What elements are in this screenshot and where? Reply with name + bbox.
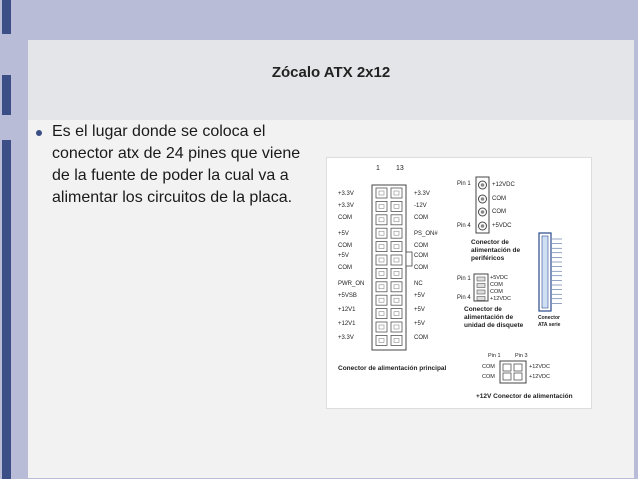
accent-bar-bottom — [2, 140, 11, 479]
atx-pin — [391, 228, 402, 238]
floppy-label-0: +5VDC — [490, 275, 508, 281]
left-pin-label: +5VSB — [338, 293, 357, 299]
bullet-dot — [36, 130, 42, 136]
peripheral-caption-0: Conector de — [471, 239, 509, 246]
floppy-connector — [474, 274, 488, 301]
right-pin-label: +5V — [414, 321, 425, 327]
peripheral-pin4: Pin 4 — [457, 223, 471, 229]
peripheral-pin-core — [481, 224, 485, 228]
atx-pin — [391, 201, 402, 211]
sata-connector — [539, 233, 562, 311]
right-pin-label: COM — [414, 243, 428, 249]
atx-pin — [376, 335, 387, 345]
aux-label-1: COM — [482, 374, 495, 380]
atx-pin — [376, 309, 387, 319]
right-pin-label: COM — [414, 215, 428, 221]
atx-pin — [391, 295, 402, 305]
sata-caption-1: ATA serie — [538, 322, 561, 328]
atx-pin — [376, 242, 387, 252]
atx-pin — [391, 242, 402, 252]
floppy-caption-2: unidad de disquete — [464, 322, 524, 329]
atx-pin — [391, 309, 402, 319]
atx-pin — [391, 335, 402, 345]
aux-pin1: Pin 1 — [488, 353, 501, 359]
aux-12v-connector — [500, 361, 526, 383]
atx-pin — [376, 255, 387, 265]
atx-pin — [376, 322, 387, 332]
atx-pin — [391, 282, 402, 292]
sata-caption-0: Conector — [538, 315, 560, 321]
left-pin-label: +5V — [338, 253, 349, 259]
right-pin-label: +5V — [414, 293, 425, 299]
col-header-13: 13 — [396, 165, 404, 172]
atx-pin — [376, 215, 387, 225]
aux-label-0: COM — [482, 364, 495, 370]
floppy-pin1: Pin 1 — [457, 276, 471, 282]
peripheral-pin-core — [481, 183, 485, 187]
peripheral-pin-core — [481, 197, 485, 201]
floppy-caption-0: Conector de — [464, 306, 502, 313]
aux-pin3: Pin 3 — [515, 353, 528, 359]
floppy-pin — [477, 297, 485, 301]
atx-pin — [376, 295, 387, 305]
aux-pin — [514, 364, 522, 371]
atx-pin — [391, 268, 402, 278]
atx-pin — [376, 188, 387, 198]
floppy-label-2: COM — [490, 289, 503, 295]
atx-latch — [406, 252, 412, 266]
left-pin-label: COM — [338, 265, 352, 271]
left-pin-label: +5V — [338, 231, 349, 237]
atx-pin — [376, 201, 387, 211]
peripheral-label-2: COM — [492, 209, 506, 215]
slide-title: Zócalo ATX 2x12 — [271, 64, 391, 81]
peripheral-pin-core — [481, 210, 485, 214]
atx-connector-diagram — [326, 157, 592, 409]
aux-caption: +12V Conector de alimentación — [476, 393, 573, 400]
atx-pin — [376, 268, 387, 278]
left-pin-label: +3.3V — [338, 191, 354, 197]
floppy-pin — [477, 284, 485, 288]
left-pin-label: PWR_ON — [338, 281, 365, 287]
atx-24pin-connector — [372, 185, 412, 350]
atx-pin — [391, 255, 402, 265]
atx-pin — [376, 282, 387, 292]
floppy-pin — [477, 277, 485, 281]
peripheral-label-1: COM — [492, 196, 506, 202]
left-pin-label: +12V1 — [338, 307, 356, 313]
atx-pin — [391, 322, 402, 332]
right-pin-label: COM — [414, 253, 428, 259]
right-pin-label: COM — [414, 335, 428, 341]
peripheral-caption-1: alimentación de — [471, 247, 521, 254]
atx-pin — [391, 188, 402, 198]
right-pin-label: -12V — [414, 203, 427, 209]
peripheral-connector — [476, 177, 489, 233]
aux-pin — [503, 364, 511, 371]
left-pin-label: COM — [338, 215, 352, 221]
floppy-pin4: Pin 4 — [457, 295, 471, 301]
peripheral-caption-2: periféricos — [471, 255, 505, 262]
bullet-text: Es el lugar donde se coloca el conector atx de 24 pines que viene de la fuente de poder la cual va a alimentar los circuitos de la placa. — [52, 123, 301, 206]
right-pin-label: COM — [414, 265, 428, 271]
floppy-label-1: COM — [490, 282, 503, 288]
main-connector-caption: Conector de alimentación principal — [338, 365, 447, 372]
accent-bar-middle — [2, 75, 11, 115]
aux-label-3: +12VDC — [529, 374, 550, 380]
aux-pin — [514, 373, 522, 380]
aux-label-2: +12VDC — [529, 364, 550, 370]
floppy-label-3: +12VDC — [490, 296, 511, 302]
accent-bar-top — [2, 0, 11, 34]
peripheral-label-3: +5VDC — [492, 223, 512, 229]
right-pin-label: +3.3V — [414, 191, 430, 197]
right-pin-label: PS_ON# — [414, 231, 438, 237]
right-pin-label: +5V — [414, 307, 425, 313]
atx-pin — [376, 228, 387, 238]
left-pin-label: +3.3V — [338, 335, 354, 341]
aux-pin — [503, 373, 511, 380]
floppy-pin — [477, 290, 485, 294]
peripheral-pin1: Pin 1 — [457, 181, 471, 187]
floppy-caption-1: alimentación de — [464, 314, 514, 321]
atx-pin — [391, 215, 402, 225]
left-pin-label: +3.3V — [338, 203, 354, 209]
left-pin-label: +12V1 — [338, 321, 356, 327]
right-pin-label: NC — [414, 281, 423, 287]
col-header-1: 1 — [376, 165, 380, 172]
sata-slot — [542, 236, 548, 308]
peripheral-label-0: +12VDC — [492, 182, 515, 188]
left-pin-label: COM — [338, 243, 352, 249]
